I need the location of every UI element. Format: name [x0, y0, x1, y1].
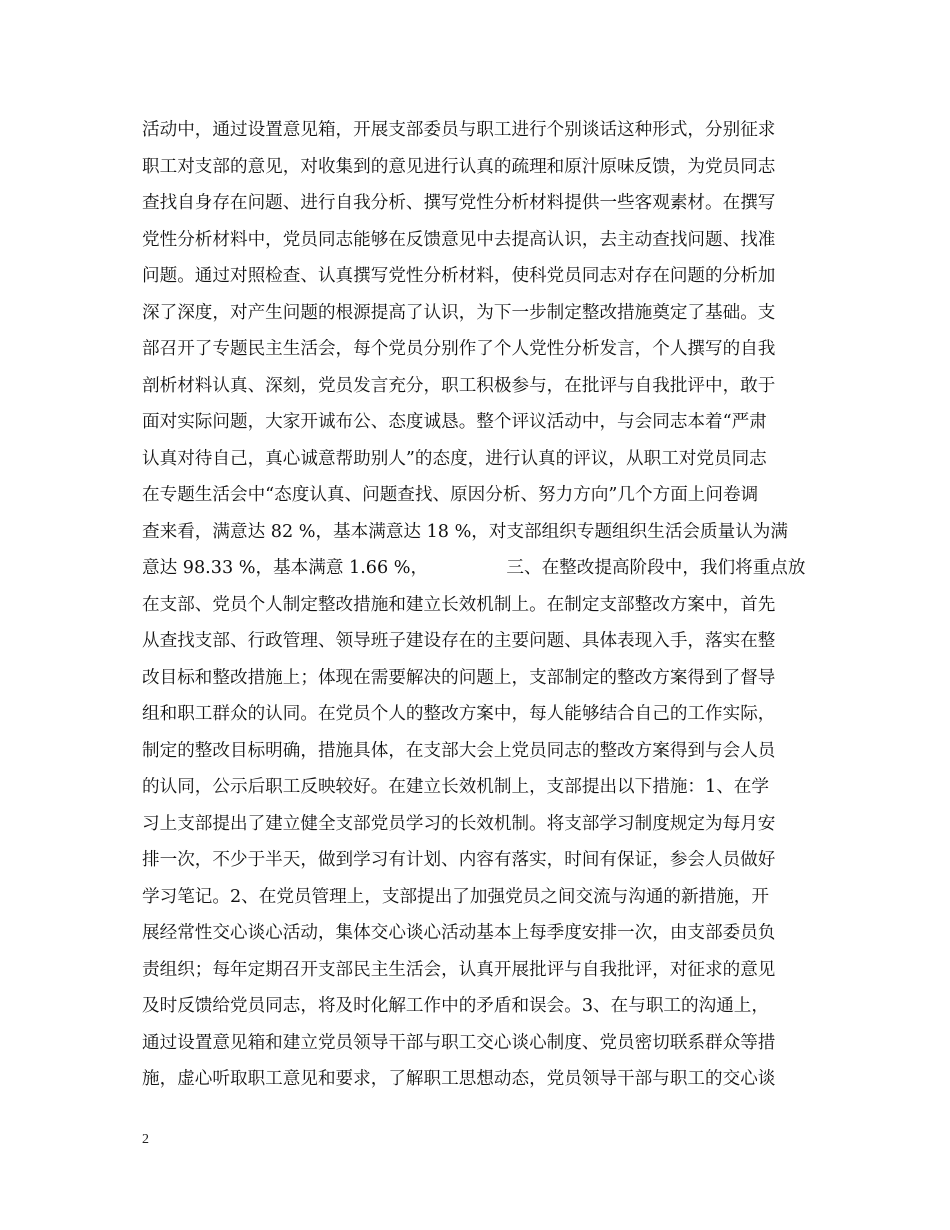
- text-line: 的认同，公示后职工反映较好。在建立长效机制上，支部提出以下措施：1、在学: [142, 777, 769, 797]
- text-line: 部召开了专题民主生活会，每个党员分别作了个人党性分析发言，个人撰写的自我: [142, 339, 776, 359]
- text-line: 查来看，满意达 82 %，基本满意达 18 %，对支部组织专题组织生活会质量认为满: [142, 521, 788, 542]
- body-text: [142, 112, 822, 1098]
- page-number: 2: [142, 1132, 149, 1147]
- text-line: 在支部、党员个人制定整改措施和建立长效机制上。在制定支部整改方案中，首先: [142, 594, 776, 615]
- text-line: 责组织；每年定期召开支部民主生活会，认真开展批评与自我批评，对征求的意见: [142, 959, 776, 980]
- text-line: 组和职工群众的认同。在党员个人的整改方案中，每人能够结合自己的工作实际，: [142, 704, 776, 724]
- text-line: 党性分析材料中，党员同志能够在反馈意见中去提高认识，去主动查找问题、找准: [142, 229, 776, 250]
- text-line: 剖析材料认真、深刻，党员发言充分，职工积极参与，在批评与自我批评中，敢于: [142, 375, 776, 396]
- text-line: 在专题生活会中“态度认真、问题查找、原因分析、努力方向”几个方面上问卷调: [142, 485, 759, 505]
- text-line: 查找自身存在问题、进行自我分析、撰写党性分析材料提供一些客观素材。在撰写: [142, 193, 776, 213]
- text-line: 展经常性交心谈心活动，集体交心谈心活动基本上每季度安排一次，由支部委员负: [142, 923, 776, 943]
- text-line: 从查找支部、行政管理、领导班子建设存在的主要问题、具体表现入手，落实在整: [142, 631, 776, 651]
- text-line: 通过设置意见箱和建立党员领导干部与职工交心谈心制度、党员密切联系群众等措: [142, 1032, 776, 1053]
- text-line: 意达 98.33 %，基本满意 1.66 %， 三、在整改提高阶段中，我们将重点放: [142, 558, 806, 578]
- text-line: 职工对支部的意见，对收集到的意见进行认真的疏理和原汁原味反馈，为党员同志: [142, 156, 776, 177]
- text-line: 认真对待自己，真心诚意帮助别人”的态度，进行认真的评议，从职工对党员同志: [142, 448, 767, 469]
- text-line: 活动中，通过设置意见箱，开展支部委员与职工进行个别谈话这种形式，分别征求: [142, 120, 776, 140]
- text-line: 习上支部提出了建立健全支部党员学习的长效机制。将支部学习制度规定为每月安: [142, 813, 776, 834]
- text-line: 问题。通过对照检查、认真撰写党性分析材料，使科党员同志对存在问题的分析加: [142, 266, 776, 286]
- text-line: 学习笔记。2、在党员管理上，支部提出了加强党员之间交流与沟通的新措施，开: [142, 886, 769, 907]
- text-line: 改目标和整改措施上；体现在需要解决的问题上，支部制定的整改方案得到了督导: [142, 667, 776, 688]
- text-line: 面对实际问题，大家开诚布公、态度诚恳。整个评议活动中，与会同志本着“严肃: [142, 412, 767, 432]
- text-line: 施，虚心听取职工意见和要求，了解职工思想动态，党员领导干部与职工的交心谈: [142, 1069, 776, 1089]
- text-line: 制定的整改目标明确，措施具体，在支部大会上党员同志的整改方案得到与会人员: [142, 740, 776, 761]
- text-line: 及时反馈给党员同志，将及时化解工作中的矛盾和误会。3、在与职工的沟通上，: [142, 996, 769, 1016]
- text-line: 深了深度，对产生问题的根源提高了认识，为下一步制定整改措施奠定了基础。支: [142, 302, 776, 323]
- text-line: 排一次，不少于半天，做到学习有计划、内容有落实，时间有保证，参会人员做好: [142, 850, 776, 870]
